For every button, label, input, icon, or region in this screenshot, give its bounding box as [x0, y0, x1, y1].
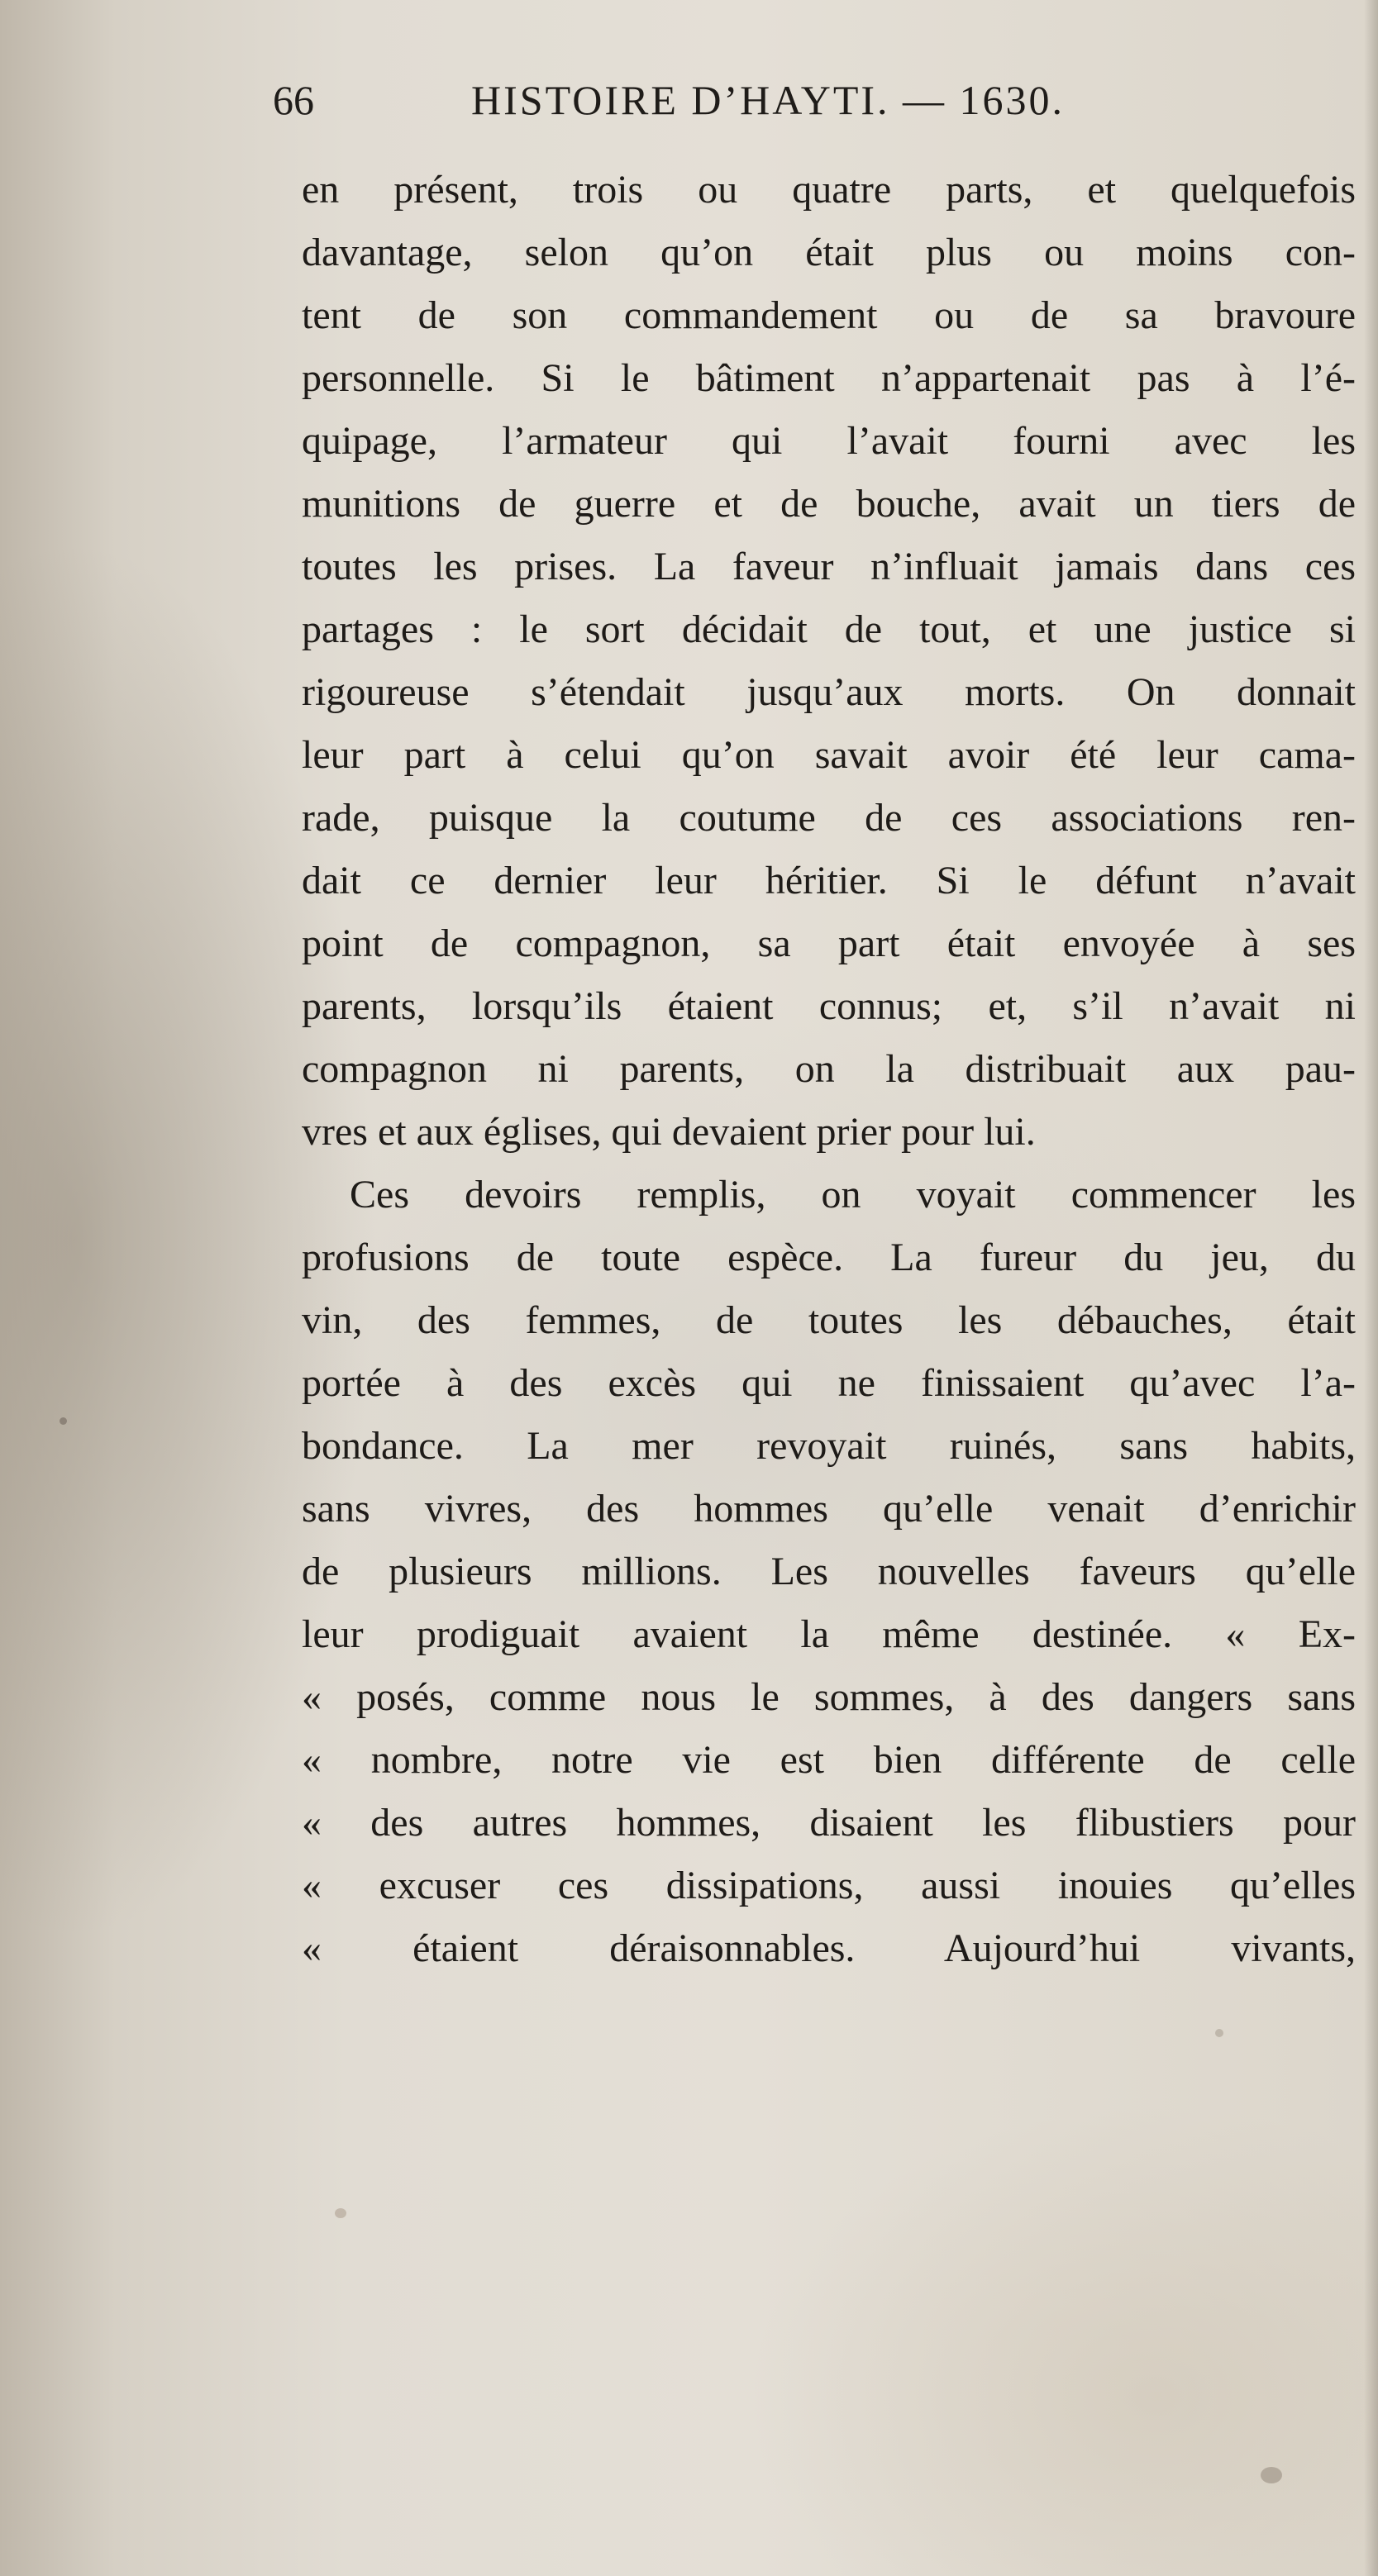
running-head: HISTOIRE D’HAYTI. — 1630.	[471, 77, 1066, 123]
text-line: bondance. La mer revoyait ruinés, sans habits,	[302, 1424, 1356, 1468]
text-line: profusions de toute espèce. La fureur du jeu, du	[302, 1236, 1356, 1279]
text-line: compagnon ni parents, on la distribuait aux pau-	[302, 1047, 1356, 1091]
paragraph-2	[302, 1164, 1368, 1980]
text-line: davantage, selon qu’on était plus ou moins con-	[302, 231, 1356, 274]
text-line: Ces devoirs remplis, on voyait commencer les	[350, 1173, 1356, 1217]
page-number: 66	[273, 77, 314, 123]
text-line: « étaient déraisonnables. Aujourd’hui vivants,	[302, 1926, 1356, 1970]
text-line: « excuser ces dissipations, aussi inouies qu’elles	[302, 1864, 1356, 1907]
text-line: personnelle. Si le bâtiment n’appartenait pas à l’é-	[302, 356, 1356, 400]
text-line: munitions de guerre et de bouche, avait un tiers de	[302, 482, 1356, 526]
text-line: tent de son commandement ou de sa bravoure	[302, 293, 1356, 337]
text-line: « des autres hommes, disaient les flibustiers pour	[302, 1801, 1356, 1845]
paper-speck	[60, 1417, 67, 1425]
text-line: point de compagnon, sa part était envoyée à ses	[302, 921, 1356, 965]
paper-speck	[1261, 2467, 1282, 2483]
text-line: dait ce dernier leur héritier. Si le défunt n’avait	[302, 859, 1356, 902]
paper-speck	[1215, 2029, 1223, 2037]
text-line: « posés, comme nous le sommes, à des dangers sans	[302, 1675, 1356, 1719]
page-header	[273, 76, 1232, 134]
text-line: toutes les prises. La faveur n’influait jamais dans ces	[302, 545, 1356, 588]
text-line: sans vivres, des hommes qu’elle venait d’enrichir	[302, 1487, 1356, 1531]
text-line: « nombre, notre vie est bien différente de celle	[302, 1738, 1356, 1782]
text-line: parents, lorsqu’ils étaient connus; et, s’il n’avait ni	[302, 984, 1356, 1028]
text-line: quipage, l’armateur qui l’avait fourni avec les	[302, 419, 1356, 463]
text-line: rigoureuse s’étendait jusqu’aux morts. On donnait	[302, 670, 1356, 714]
text-line: leur prodiguait avaient la même destinée. « Ex-	[302, 1612, 1356, 1656]
paragraph-1	[302, 159, 1368, 1164]
body-text	[302, 159, 1368, 1980]
text-line: partages : le sort décidait de tout, et une justice si	[302, 607, 1356, 651]
text-line: portée à des excès qui ne finissaient qu’avec l’a-	[302, 1361, 1356, 1405]
paper-speck	[335, 2208, 346, 2218]
text-line: leur part à celui qu’on savait avoir été leur cama-	[302, 733, 1356, 777]
text-line: en présent, trois ou quatre parts, et quelquefois	[302, 168, 1356, 212]
text-line: vres et aux églises, qui devaient prier pour lui.	[302, 1110, 1036, 1154]
text-line: rade, puisque la coutume de ces associations ren-	[302, 796, 1356, 840]
text-line: de plusieurs millions. Les nouvelles faveurs qu’elle	[302, 1550, 1356, 1593]
text-line: vin, des femmes, de toutes les débauches, était	[302, 1298, 1356, 1342]
